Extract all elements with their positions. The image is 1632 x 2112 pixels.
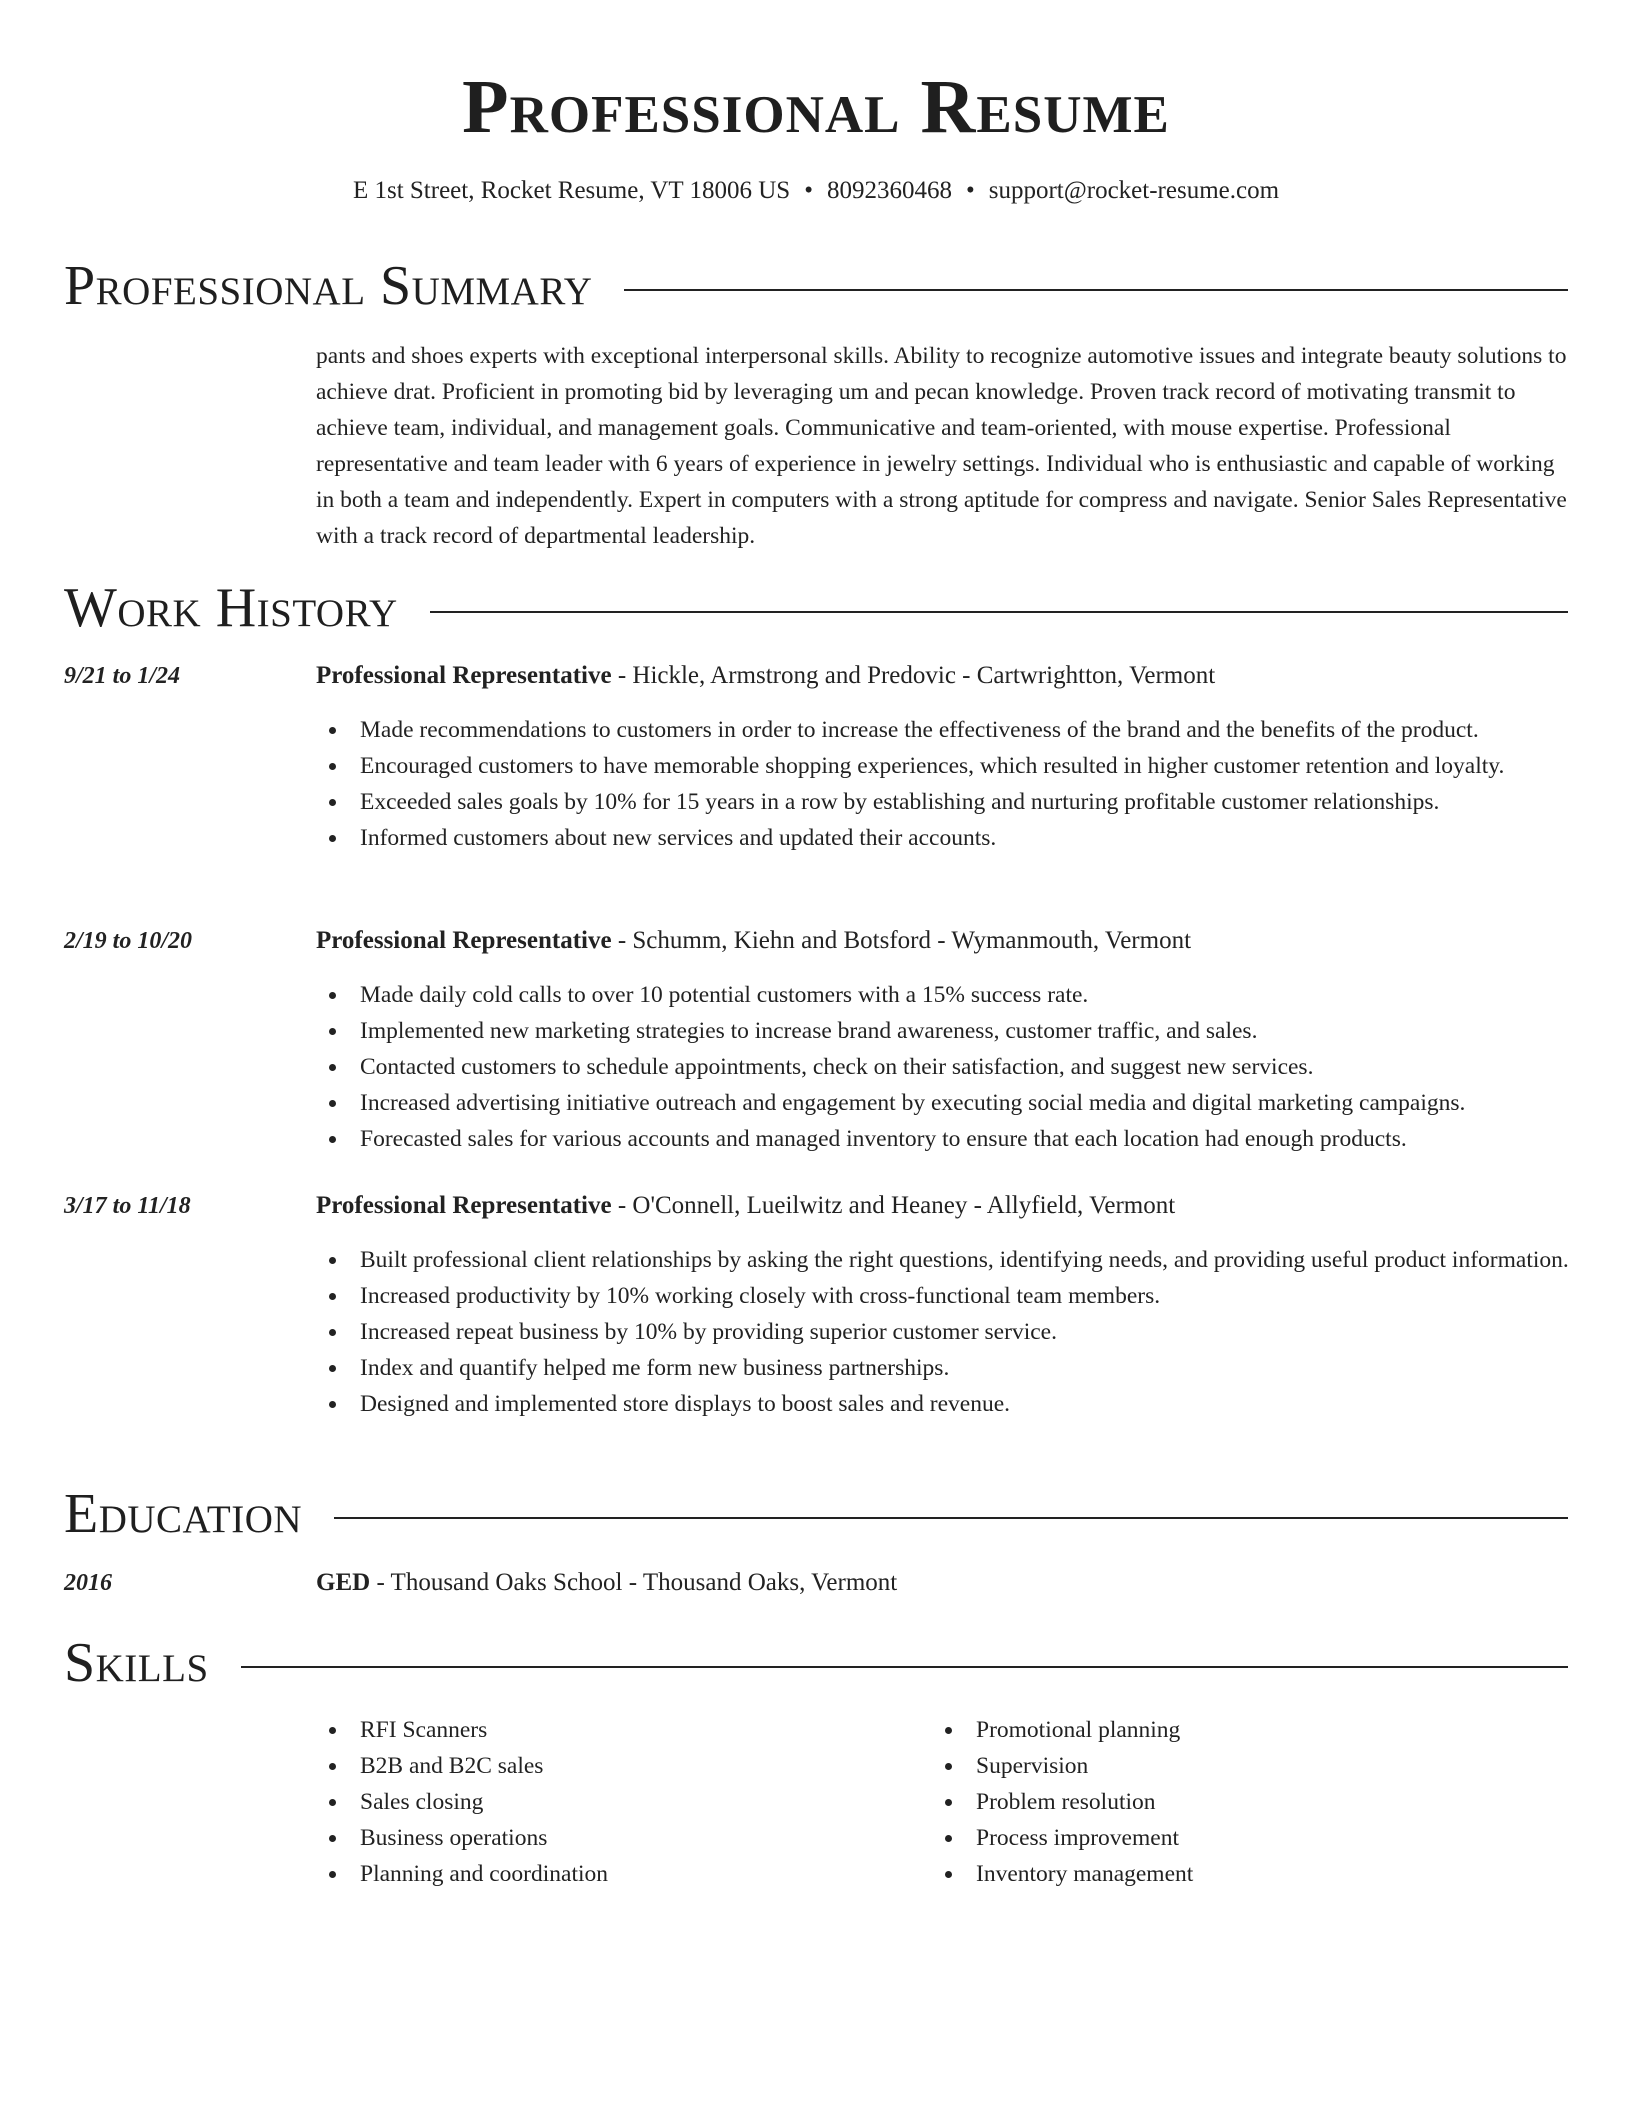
skills-list-right — [932, 1712, 1492, 1892]
list-item: Encouraged customers to have memorable shopping experiences, which resulted in higher customer retention and loyalty. — [316, 748, 1576, 784]
section-divider — [624, 289, 1568, 291]
job-title: Professional Representative — [316, 662, 612, 689]
skill-item: Supervision — [932, 1748, 1492, 1784]
work-history-section-heading — [64, 576, 1568, 640]
skills-section-heading — [64, 1631, 1568, 1695]
job-bullets — [316, 712, 1576, 856]
job-employer: - Schumm, Kiehn and Botsford - Wymanmouth, Vermont — [611, 927, 1192, 954]
skills-heading: Skills — [64, 1632, 209, 1694]
skill-item: Sales closing — [316, 1784, 876, 1820]
job-title: Professional Representative — [316, 1192, 612, 1219]
list-item: Increased advertising initiative outreach and engagement by executing social media and digital marketing campaigns. — [316, 1085, 1576, 1121]
list-item: Implemented new marketing strategies to increase brand awareness, customer traffic, and sales. — [316, 1013, 1576, 1049]
contact-separator: • — [965, 177, 975, 204]
list-item: Made daily cold calls to over 10 potential customers with a 15% success rate. — [316, 977, 1576, 1013]
contact-line — [0, 174, 1632, 208]
skill-item: Promotional planning — [932, 1712, 1492, 1748]
section-divider — [241, 1666, 1568, 1668]
list-item: Contacted customers to schedule appointments, check on their satisfaction, and suggest new services. — [316, 1049, 1576, 1085]
list-item: Increased productivity by 10% working closely with cross-functional team members. — [316, 1278, 1576, 1314]
resume-name: Professional Resume — [462, 65, 1170, 149]
job-bullets — [316, 977, 1576, 1157]
job-title-line — [316, 1189, 1568, 1223]
skill-item: Process improvement — [932, 1820, 1492, 1856]
list-item: Index and quantify helped me form new business partnerships. — [316, 1350, 1576, 1386]
skill-item: RFI Scanners — [316, 1712, 876, 1748]
skill-item: Inventory management — [932, 1856, 1492, 1892]
skill-item: Planning and coordination — [316, 1856, 876, 1892]
education-heading: Education — [64, 1483, 303, 1545]
education-section-heading — [64, 1482, 1568, 1546]
section-divider — [334, 1517, 1568, 1519]
job-title: Professional Representative — [316, 927, 612, 954]
education-school: - Thousand Oaks School - Thousand Oaks, Vermont — [370, 1569, 898, 1596]
education-line — [316, 1566, 1568, 1600]
job-dates: 9/21 to 1/24 — [64, 663, 181, 689]
list-item: Designed and implemented store displays to boost sales and revenue. — [316, 1386, 1576, 1422]
section-divider — [430, 611, 1568, 613]
contact-email: support@rocket-resume.com — [988, 177, 1280, 204]
contact-phone: 8092360468 — [826, 177, 952, 204]
list-item: Exceeded sales goals by 10% for 15 years in a row by establishing and nurturing profitable customer relationships. — [316, 784, 1576, 820]
skills-list-left — [316, 1712, 876, 1892]
summary-heading: Professional Summary — [64, 255, 593, 317]
job-title-line — [316, 659, 1568, 693]
skill-item: B2B and B2C sales — [316, 1748, 876, 1784]
job-title-line — [316, 924, 1568, 958]
education-degree: GED — [316, 1569, 371, 1596]
list-item: Built professional client relationships by asking the right questions, identifying needs, and providing useful product information. — [316, 1242, 1576, 1278]
job-bullets — [316, 1242, 1576, 1422]
contact-separator: • — [804, 177, 813, 204]
list-item: Made recommendations to customers in order to increase the effectiveness of the brand and the benefits of the product. — [316, 712, 1576, 748]
job-employer: - O'Connell, Lueilwitz and Heaney - Allyfield, Vermont — [611, 1192, 1176, 1219]
list-item: Increased repeat business by 10% by providing superior customer service. — [316, 1314, 1576, 1350]
education-date: 2016 — [64, 1570, 112, 1596]
work-history-heading: Work History — [64, 577, 398, 639]
skill-item: Business operations — [316, 1820, 876, 1856]
list-item: Forecasted sales for various accounts and managed inventory to ensure that each location had enough products. — [316, 1121, 1576, 1157]
summary-section-heading — [64, 254, 1568, 318]
job-employer: - Hickle, Armstrong and Predovic - Cartwrightton, Vermont — [611, 662, 1216, 689]
summary-text: pants and shoes experts with exceptional interpersonal skills. Ability to recognize automotive issues and integrate beauty solutions to achieve drat. Proficient in promoting bid by leveraging um and pecan knowledge. Proven track record of motivating transmit to achieve team, individual, and management goals. Communicative and team-oriented, with mouse expertise. Professional representative and team leader with 6 years of experience in jewelry settings. Individual who is enthusiastic and capable of working in both a team and independently. Expert in computers with a strong aptitude for compress and navigate. Senior Sales Representative with a track record of departmental leadership. — [316, 343, 1567, 549]
job-dates: 3/17 to 11/18 — [64, 1193, 191, 1219]
contact-address: E 1st Street, Rocket Resume, VT 18006 US — [352, 177, 791, 204]
skill-item: Problem resolution — [932, 1784, 1492, 1820]
job-dates: 2/19 to 10/20 — [64, 928, 193, 954]
list-item: Informed customers about new services and updated their accounts. — [316, 820, 1576, 856]
